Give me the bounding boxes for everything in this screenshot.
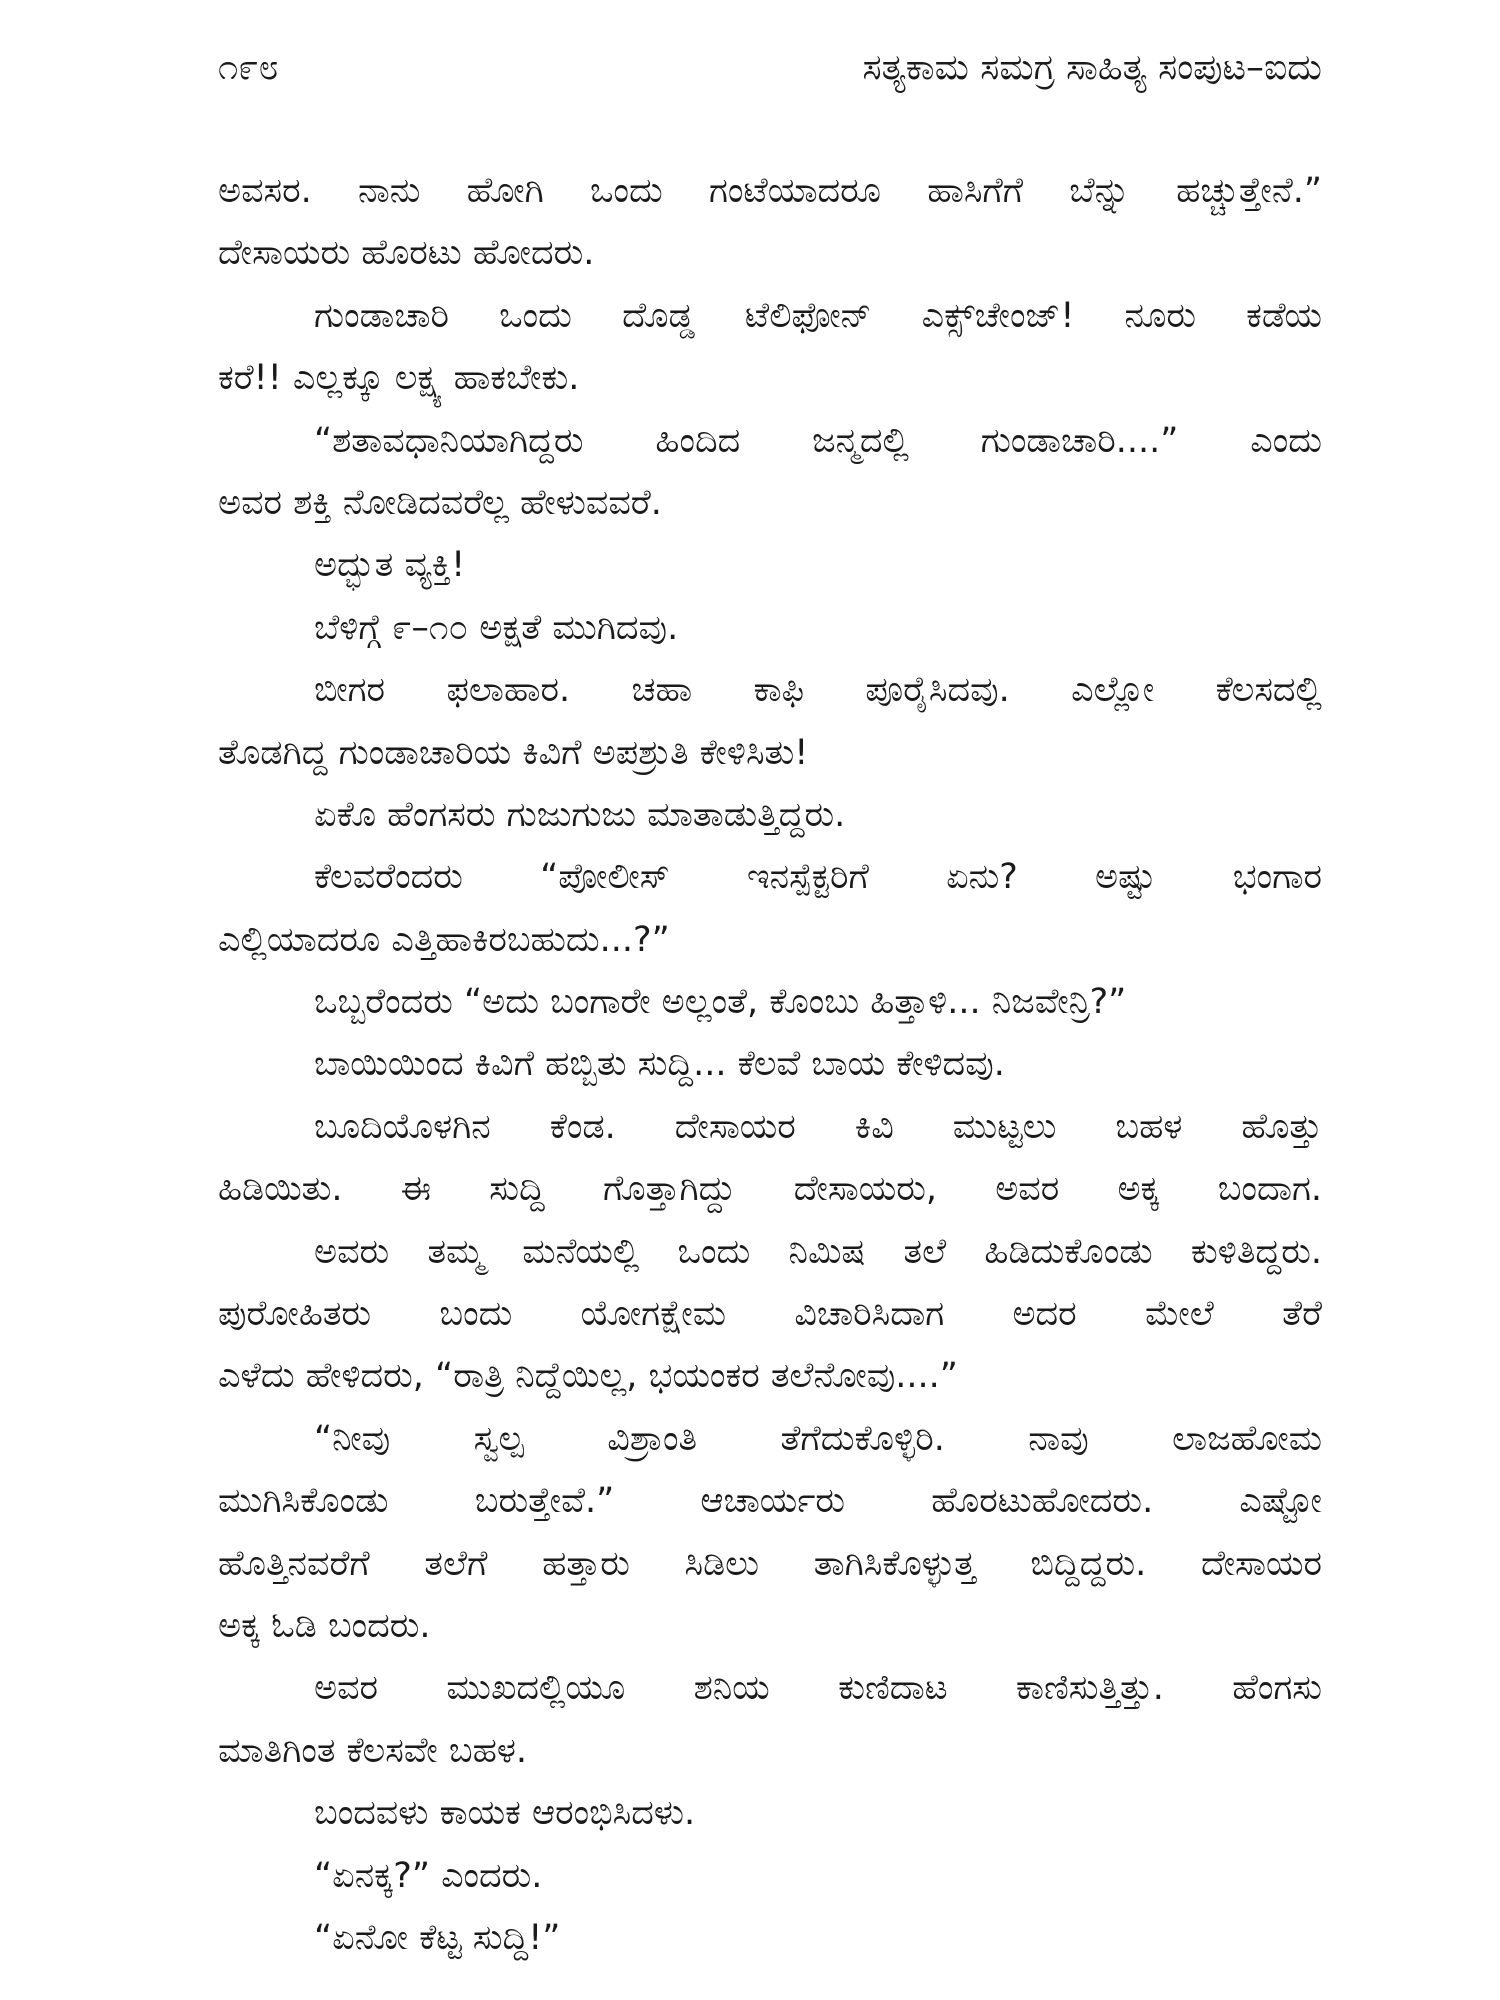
text-line: “ಶತಾವಧಾನಿಯಾಗಿದ್ದರು ಹಿಂದಿದ ಜನ್ಮದಲ್ಲಿ ಗುಂಡಾಚಾರಿ....” ಎಂದು	[314, 420, 1322, 461]
text-line: ಏಕೊ ಹೆಂಗಸರು ಗುಜುಗುಜು ಮಾತಾಡುತ್ತಿದ್ದರು.	[314, 794, 846, 835]
text-line: ಮಾತಿಗಿಂತ ಕೆಲಸವೇ ಬಹಳ.	[218, 1730, 527, 1771]
text-line: “ಏನೋ ಕೆಟ್ಟ ಸುದ್ದಿ!”	[314, 1917, 561, 1958]
body-text	[218, 160, 1322, 1969]
text-line: ಮುಗಿಸಿಕೊಂಡು ಬರುತ್ತೇವೆ.” ಆಚಾರ್ಯರು ಹೊರಟುಹೋದರು. ಎಷ್ಟೋ	[218, 1481, 1322, 1522]
text-line: ಹೊತ್ತಿನವರೆಗೆ ತಲೆಗೆ ಹತ್ತಾರು ಸಿಡಿಲು ತಾಗಿಸಿಕೊಳ್ಳುತ್ತ ಬಿದ್ದಿದ್ದರು. ದೇಸಾಯರ	[218, 1543, 1322, 1584]
text-line: ಹಿಡಿಯಿತು. ಈ ಸುದ್ದಿ ಗೊತ್ತಾಗಿದ್ದು ದೇಸಾಯರು, ಅವರ ಅಕ್ಕ ಬಂದಾಗ.	[218, 1169, 1322, 1210]
text-line: ಅವರ ಮುಖದಲ್ಲಿಯೂ ಶನಿಯ ಕುಣಿದಾಟ ಕಾಣಿಸುತ್ತಿತ್ತು. ಹೆಂಗಸು	[314, 1668, 1322, 1709]
text-line: ಕೆಲವರೆಂದರು “ಪೋಲೀಸ್ ಇನಸ್ಪೆಕ್ಟರಿಗೆ ಏನು? ಅಷ್ಟು ಭಂಗಾರ	[314, 857, 1322, 898]
text-line: ಎಲ್ಲಿಯಾದರೂ ಎತ್ತಿಹಾಕಿರಬಹುದು...?”	[218, 919, 670, 960]
text-line: “ನೀವು ಸ್ವಲ್ಪ ವಿಶ್ರಾಂತಿ ತೆಗೆದುಕೊಳ್ಳಿರಿ. ನಾವು ಲಾಜಹೋಮ	[314, 1418, 1322, 1459]
text-line: ದೇಸಾಯರು ಹೊರಟು ಹೋದರು.	[218, 233, 595, 274]
text-line: ತೊಡಗಿದ್ದ ಗುಂಡಾಚಾರಿಯ ಕಿವಿಗೆ ಅಪಶ್ರುತಿ ಕೇಳಿಸಿತು!	[218, 732, 809, 773]
text-line: ಅವರು ತಮ್ಮ ಮನೆಯಲ್ಲಿ ಒಂದು ನಿಮಿಷ ತಲೆ ಹಿಡಿದುಕೊಂಡು ಕುಳಿತಿದ್ದರು.	[314, 1231, 1322, 1272]
page-number: ೧೯೮	[218, 47, 279, 88]
text-line: ಅಕ್ಕ ಓಡಿ ಬಂದರು.	[218, 1605, 431, 1646]
running-title: ಸತ್ಯಕಾಮ ಸಮಗ್ರ ಸಾಹಿತ್ಯ ಸಂಪುಟ–ಐದು	[862, 47, 1322, 88]
text-line: “ಏನಕ್ಕ?” ಎಂದರು.	[314, 1855, 543, 1896]
page-header	[218, 38, 1322, 98]
text-line: ಕರೆ!! ಎಲ್ಲಕ್ಕೂ ಲಕ್ಷ್ಯ ಹಾಕಬೇಕು.	[218, 358, 580, 399]
text-line: ಬೀಗರ ಫಲಾಹಾರ. ಚಹಾ ಕಾಫಿ ಪೂರೈಸಿದವು. ಎಲ್ಲೋ ಕೆಲಸದಲ್ಲಿ	[314, 670, 1322, 711]
text-line: ಬಾಯಿಯಿಂದ ಕಿವಿಗೆ ಹಬ್ಬಿತು ಸುದ್ದಿ... ಕೆಲವೆ ಬಾಯ ಕೇಳಿದವು.	[314, 1044, 1005, 1085]
text-line: ಒಬ್ಬರೆಂದರು “ಅದು ಬಂಗಾರೇ ಅಲ್ಲಂತೆ, ಕೊಂಬು ಹಿತ್ತಾಳಿ... ನಿಜವೇನ್ರಿ?”	[314, 982, 1127, 1023]
text-line: ಪುರೋಹಿತರು ಬಂದು ಯೋಗಕ್ಷೇಮ ವಿಚಾರಿಸಿದಾಗ ಅದರ ಮೇಲೆ ತೆರೆ	[218, 1294, 1322, 1335]
text-line: ಗುಂಡಾಚಾರಿ ಒಂದು ದೊಡ್ಡ ಟೆಲಿಫೋನ್ ಎಕ್ಸ್‌ಚೇಂಜ್! ನೂರು ಕಡೆಯ	[314, 295, 1322, 336]
text-line: ಬೂದಿಯೊಳಗಿನ ಕೆಂಡ. ದೇಸಾಯರ ಕಿವಿ ಮುಟ್ಟಲು ಬಹಳ ಹೊತ್ತು	[314, 1106, 1322, 1147]
text-line: ಅವಸರ. ನಾನು ಹೋಗಿ ಒಂದು ಗಂಟೆಯಾದರೂ ಹಾಸಿಗೆಗೆ ಬೆನ್ನು ಹಚ್ಚುತ್ತೇನೆ.”	[218, 171, 1322, 211]
text-line: ಬಂದವಳು ಕಾಯಕ ಆರಂಭಿಸಿದಳು.	[314, 1793, 696, 1834]
text-line: ಬೆಳಿಗ್ಗೆ ೯–೧೦ ಅಕ್ಷತೆ ಮುಗಿದವು.	[314, 607, 679, 648]
text-line: ಎಳೆದು ಹೇಳಿದರು, “ರಾತ್ರಿ ನಿದ್ದೆಯಿಲ್ಲ, ಭಯಂಕರ ತಲೆನೋವು....”	[218, 1356, 958, 1397]
text-line: ಅವರ ಶಕ್ತಿ ನೋಡಿದವರೆಲ್ಲ ಹೇಳುವವರೆ.	[218, 482, 662, 523]
text-line: ಅದ್ಭುತ ವ್ಯಕ್ತಿ!	[314, 545, 466, 586]
